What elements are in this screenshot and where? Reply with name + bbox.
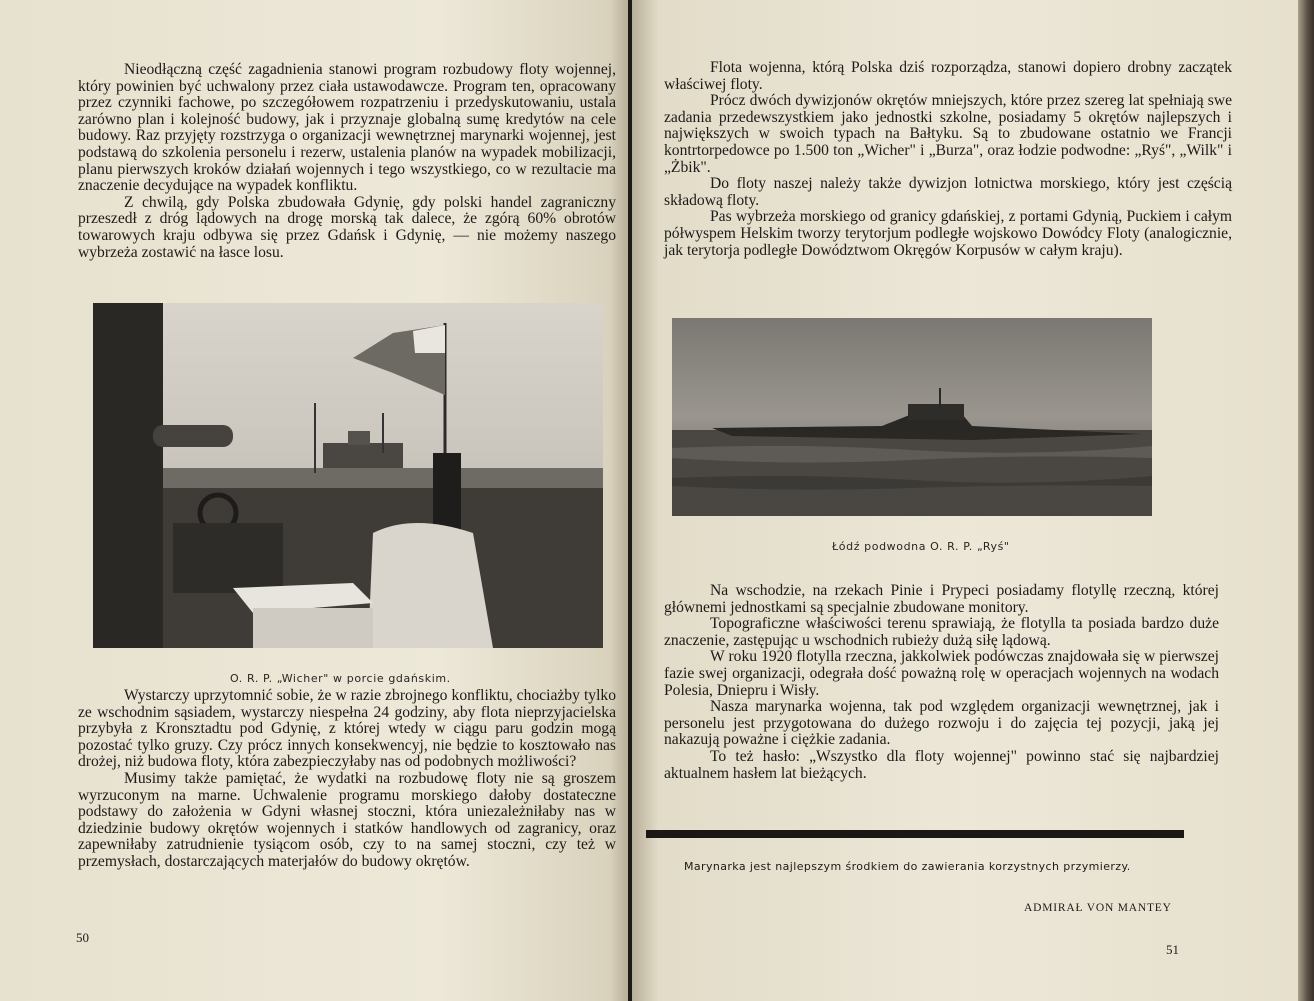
paragraph: Z chwilą, gdy Polska zbudowała Gdynię, gdy polski handel zagraniczny przeszedł z dróg lądowych na drogę morską tak dalece, że zgórą 60% obrotów towarowych kraju odbywa się przez Gdańsk i Gdynię, — nie możemy naszego wybrzeża zostawić na łasce losu. [78, 193, 616, 261]
quote-author: ADMIRAŁ VON MANTEY [1024, 902, 1172, 914]
right-text-top [664, 60, 1232, 259]
divider-rule [646, 830, 1184, 838]
left-text-bottom [78, 688, 616, 871]
page-number: 51 [1166, 942, 1179, 957]
paragraph: Prócz dwóch dywizjonów okrętów mniejszych, które przez szereg lat spełniają swe zadania przedewszystkiem jako jednostki szkolne, posiadamy 5 okrętów najlepszych i największych w swoich typach na Bałtyku. Są to zbudowane ostatnio we Francji kontrtorpedowce po 1.500 ton „Wicher" i „Burza", oraz łodzie podwodne: „Ryś", „Wilk" i „Żbik". [664, 92, 1232, 176]
paragraph: Flota wojenna, którą Polska dziś rozporządza, stanowi dopiero drobny zaczątek właściwej floty. [664, 59, 1232, 93]
book-edge [1298, 0, 1314, 1001]
left-text-top [78, 62, 616, 261]
photo-caption: O. R. P. „Wicher" w porcie gdańskim. [230, 672, 451, 685]
paragraph: Musimy także pamiętać, że wydatki na rozbudowę floty nie są groszem wyrzuconym na marne. Uchwalenie programu morskiego dałoby dostateczne podstawy do założenia w Gdyni własnej stoczni, która uniezależniłaby nas w dziedzinie budowy okrętów wojennych i statków handlowych od zagranicy, oraz zapewniłaby zatrudnienie tysiącom osób, czy to na samej stoczni, czy też w przemysłach, dostarczających materjałów do budowy okrętów. [78, 769, 616, 870]
paragraph: Nieodłączną część zagadnienia stanowi program rozbudowy floty wojennej, który powinien być uchwalony przez ciała ustawodawcze. Program ten, opracowany przez czynniki fachowe, po szczegółowem rozpatrzeniu i przedyskutowaniu, ustala zarówno plan i kolejność budowy, jak i przyznaje globalną sumę kredytów na cele budowy. Raz przyjęty rozstrzyga o organizacji wewnętrznej marynarki wojennej, jest podstawą do szkolenia personelu i rezerw, ustalenia planów na wypadek mobilizacji, planu pierwszych kroków działań wojennych i tego wszystkiego, co w rezultacie ma znaczenie decydujące na wypadek konfliktu. [78, 61, 616, 195]
paragraph: Nasza marynarka wojenna, tak pod względem organizacji wewnętrznej, jak i personelu jest przygotowana do dużego rozwoju i do zajęcia tej pozycji, jaką jej nakazują poważne i ciężkie zadania. [664, 698, 1219, 749]
quote: Marynarka jest najlepszym środkiem do zawierania korzystnych przymierzy. [684, 860, 1131, 873]
photo-rys [672, 318, 1152, 516]
left-page [0, 0, 628, 1001]
paragraph: Na wschodzie, na rzekach Pinie i Prypeci posiadamy flotyllę rzeczną, której głównemi jednostkami są specjalnie zbudowane monitory. [664, 582, 1219, 616]
page-number: 50 [76, 930, 89, 945]
destroyer-deck-image [93, 303, 603, 648]
submarine-image [672, 318, 1152, 516]
paragraph: Pas wybrzeża morskiego od granicy gdańskiej, z portami Gdynią, Puckiem i całym półwyspem Helskim tworzy terytorjum podległe wojskowo Dowódcy Floty (analogicznie, jak terytorja podległe Dowództwom Okręgów Korpusów w całym kraju). [664, 208, 1232, 259]
paragraph: Topograficzne właściwości terenu sprawiają, że flotylla ta posiada bardzo duże znaczenie, zastępując u wschodnich rubieży dużą siłę lądową. [664, 615, 1219, 649]
right-text-bottom [664, 583, 1219, 782]
photo-wicher [93, 303, 603, 648]
photo-caption: Łódź podwodna O. R. P. „Ryś" [832, 540, 1010, 553]
paragraph: Do floty naszej należy także dywizjon lotnictwa morskiego, który jest częścią składową floty. [664, 175, 1232, 209]
right-page [632, 0, 1300, 1001]
paragraph: To też hasło: „Wszystko dla floty wojennej" powinno stać się najbardziej aktualnem hasłem lat bieżących. [664, 747, 1219, 782]
paragraph: W roku 1920 flotylla rzeczna, jakkolwiek podówczas znajdowała się w pierwszej fazie swej organizacji, odegrała dość poważną rolę w operacjach wojennych na wodach Polesia, Dniepru i Wisły. [664, 648, 1219, 699]
paragraph: Wystarczy uprzytomnić sobie, że w razie zbrojnego konfliktu, chociażby tylko ze wschodnim sąsiadem, wystarczy niespełna 24 godziny, aby flota nieprzyjacielska przybyła z Kronsztadtu pod Gdynię, z której wtedy w ciągu paru godzin mogą pozostać tylko gruzy. Czy prócz innych konsekwencyj, nie będzie to kosztowało nas drożej, niż budowa floty, która zabezpieczyłaby nas od podobnych możliwości? [78, 687, 616, 771]
